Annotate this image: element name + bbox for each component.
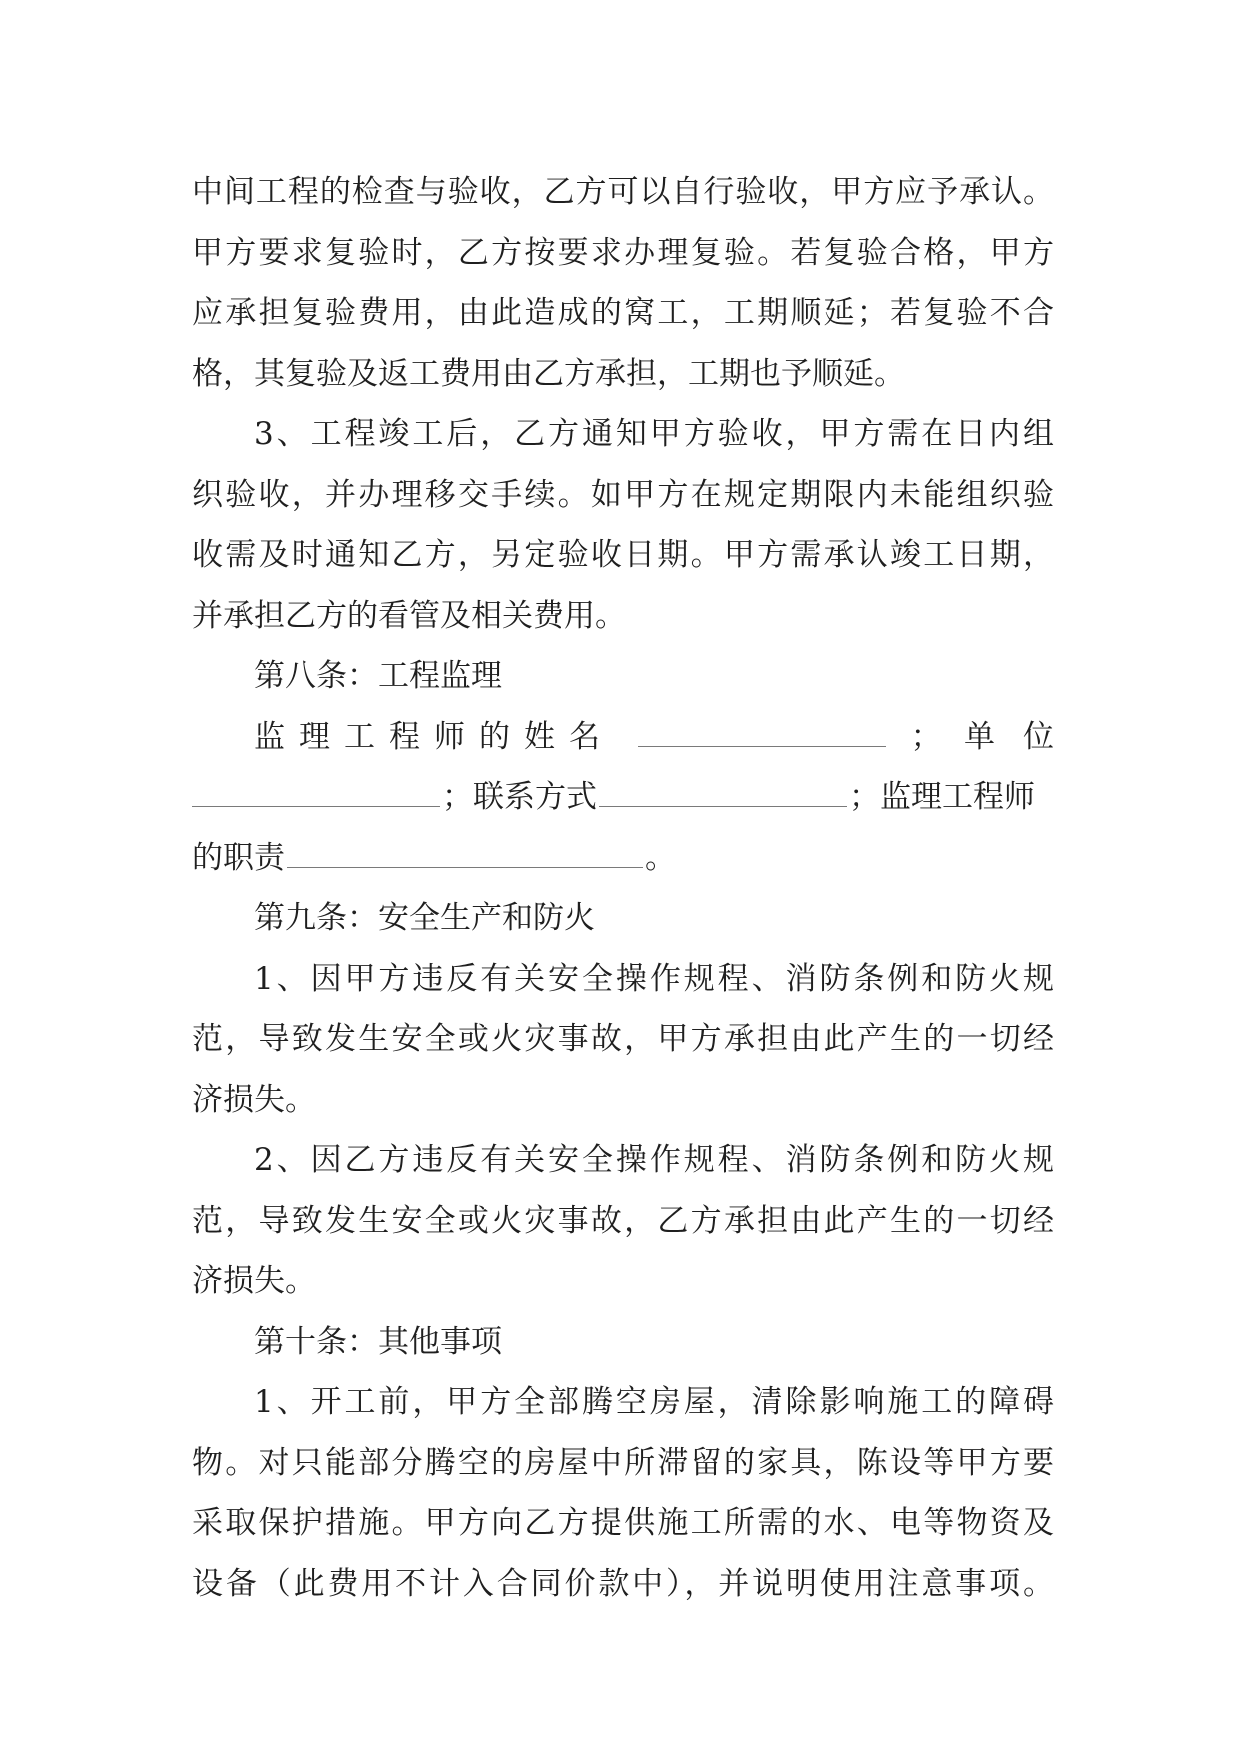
- text-line: 并承担乙方的看管及相关费用。: [192, 597, 626, 634]
- supervisor-name-line: [192, 707, 1082, 768]
- text-line: 收需及时通知乙方，另定验收日期。甲方需承认竣工日期，: [192, 537, 1054, 573]
- paragraph-block-acceptance: [192, 162, 1054, 707]
- supervisor-name-label: 监理工程师的姓名: [254, 718, 614, 755]
- text-line: 1、因甲方违反有关安全操作规程、消防条例和防火规: [254, 960, 1054, 997]
- supervisor-contact-line: [192, 767, 1054, 828]
- supervisor-unit-blank: [192, 778, 440, 807]
- supervisor-duty-line: [192, 828, 1054, 889]
- document-body: [192, 162, 1082, 1614]
- text-line: 第八条：工程监理: [254, 658, 502, 694]
- text-line: 3、工程竣工后，乙方通知甲方验收，甲方需在日内组: [254, 416, 1054, 452]
- duty-label-start: ；监理工程师: [849, 779, 1035, 815]
- text-line: 应承担复验费用，由此造成的窝工，工期顺延；若复验不合: [192, 295, 1054, 331]
- text-line: 范，导致发生安全或火灾事故，乙方承担由此产生的一切经: [192, 1202, 1054, 1239]
- text-line: 第九条：安全生产和防火: [254, 900, 595, 936]
- supervisor-unit-label: 单位: [963, 718, 1082, 755]
- text-line: 中间工程的检查与验收，乙方可以自行验收，甲方应予承认。: [192, 174, 1054, 210]
- text-line: 范，导致发生安全或火灾事故，甲方承担由此产生的一切经: [192, 1021, 1054, 1057]
- text-line: 格，其复验及返工费用由乙方承担，工期也予顺延。: [192, 355, 905, 392]
- supervisor-name-separator: ；: [910, 718, 942, 755]
- text-line: 1、开工前，甲方全部腾空房屋，清除影响施工的障碍: [254, 1384, 1054, 1420]
- paragraph-block-safety-and-misc: [192, 888, 1054, 1614]
- text-line: 第十条：其他事项: [254, 1323, 502, 1360]
- text-line: 采取保护措施。甲方向乙方提供施工所需的水、电等物资及: [192, 1505, 1054, 1541]
- duty-label-end: 的职责: [192, 839, 285, 876]
- supervisor-name-blank: [638, 718, 886, 747]
- text-line: 2、因乙方违反有关安全操作规程、消防条例和防火规: [254, 1142, 1054, 1178]
- text-line: 济损失。: [192, 1081, 316, 1118]
- text-line: 甲方要求复验时，乙方按要求办理复验。若复验合格，甲方: [192, 234, 1054, 271]
- text-line: 设备（此费用不计入合同价款中），并说明使用注意事项。: [192, 1565, 1054, 1602]
- duty-end-mark: 。: [645, 839, 676, 876]
- text-line: 物。对只能部分腾空的房屋中所滞留的家具，陈设等甲方要: [192, 1444, 1054, 1481]
- text-line: 织验收，并办理移交手续。如甲方在规定期限内未能组织验: [192, 476, 1054, 513]
- contact-label: ；联系方式: [442, 779, 597, 815]
- text-line: 济损失。: [192, 1263, 316, 1299]
- contact-blank: [599, 778, 847, 807]
- duty-blank: [287, 839, 643, 868]
